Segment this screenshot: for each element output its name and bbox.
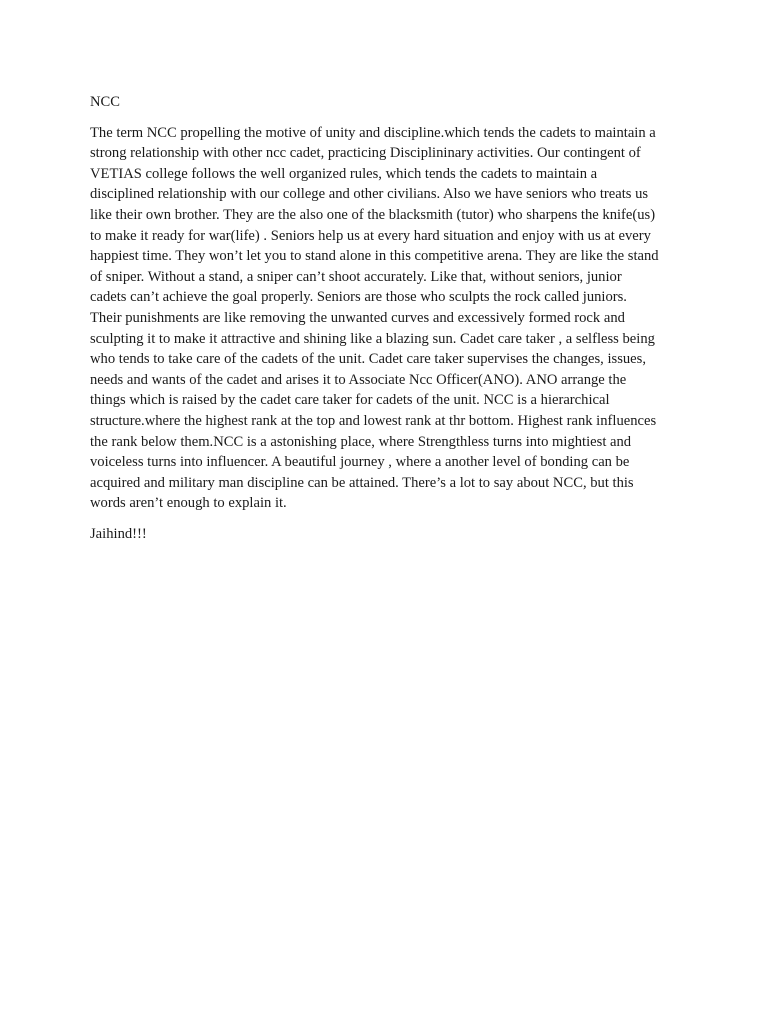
body-line: acquired and military man discipline can be attained. There’s a lot to say about NCC, but this	[90, 474, 634, 491]
body-line: disciplined relationship with our college and other civilians. Also we have seniors who treats us	[90, 186, 649, 203]
body-line: Their punishments are like removing the unwanted curves and excessively formed rock and	[90, 309, 625, 326]
body-paragraph	[90, 123, 682, 514]
document-content	[90, 92, 682, 544]
body-line: things which is raised by the cadet care taker for cadets of the unit. NCC is a hierarchical	[90, 392, 610, 409]
body-line: strong relationship with other ncc cadet, practicing Disciplininary activities. Our contingent of	[90, 145, 641, 162]
body-line: voiceless turns into influencer. A beautiful journey , where a another level of bonding can be	[90, 454, 630, 471]
body-line: cadets can’t achieve the goal properly. Seniors are those who sculpts the rock called juniors.	[90, 289, 627, 306]
body-line: who tends to take care of the cadets of the unit. Cadet care taker supervises the changes, issues,	[90, 351, 646, 368]
body-line: of sniper. Without a stand, a sniper can’t shoot accurately. Like that, without seniors, junior	[90, 268, 622, 285]
body-line: VETIAS college follows the well organized rules, which tends the cadets to maintain a	[90, 165, 598, 182]
body-line: sculpting it to make it attractive and shining like a blazing sun. Cadet care taker , a selfless being	[90, 330, 655, 347]
body-line: structure.where the highest rank at the top and lowest rank at thr bottom. Highest rank influences	[90, 412, 657, 429]
body-line: the rank below them.NCC is a astonishing place, where Strengthless turns into mightiest and	[90, 433, 632, 450]
body-line: to make it ready for war(life) . Seniors help us at every hard situation and enjoy with us at every	[90, 227, 651, 244]
body-line: happiest time. They won’t let you to stand alone in this competitive arena. They are like the stand	[90, 248, 659, 265]
document-title: NCC	[90, 94, 121, 110]
body-line: words aren’t enough to explain it.	[90, 495, 287, 512]
body-line: like their own brother. They are the also one of the blacksmith (tutor) who sharpens the knife(us)	[90, 206, 656, 223]
closing-line: Jaihind!!!	[90, 525, 147, 542]
body-line: The term NCC propelling the motive of unity and discipline.which tends the cadets to maintain a	[90, 124, 656, 141]
body-line: needs and wants of the cadet and arises it to Associate Ncc Officer(ANO). ANO arrange the	[90, 371, 627, 388]
